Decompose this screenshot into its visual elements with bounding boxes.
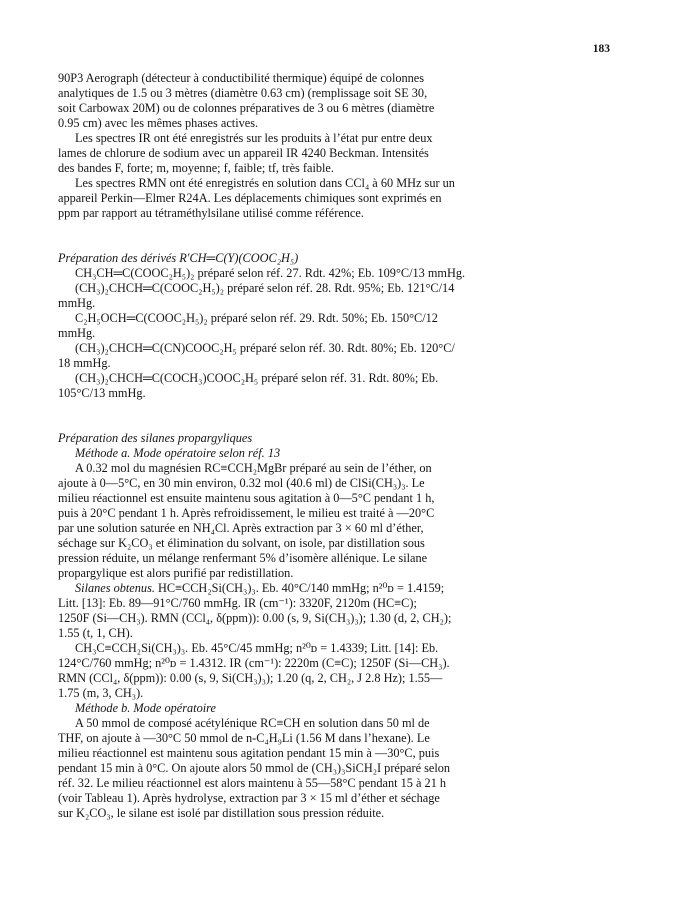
text-line: réf. 32. Le milieu réactionnel est alors maintenu à 55—58°C pendant 15 à 21 h [58, 776, 447, 790]
text-line: pendant 15 min à 0°C. On ajoute alors 50 mmol de (CH₃)₃SiCH₂I préparé selon [58, 761, 451, 775]
text-line: (CH₃)₂CHCH═C(CN)COOC₂H₅ préparé selon réf. 30. Rdt. 80%; Eb. 120°C/ [75, 341, 455, 355]
text-line: (CH₃)₂CHCH═C(COCH₃)COOC₂H₅ préparé selon réf. 31. Rdt. 80%; Eb. [75, 371, 439, 385]
text-line: RMN (CCl₄, δ(ppm)): 0.00 (s, 9, Si(CH₃)₃); 1.20 (q, 2, CH₂, J 2.8 Hz); 1.55— [58, 671, 443, 685]
silane-2-paragraph [58, 641, 618, 701]
text-line: ppm par rapport au tétraméthylsilane utilisé comme référence. [58, 206, 364, 220]
text-line: 1.55 (t, 1, CH). [58, 626, 133, 640]
text-line: pression réduite, un mélange renfermant 5% d’isomère allénique. Le silane [58, 551, 428, 565]
text-line: CH₃CH═C(COOC₂H₅)₂ préparé selon réf. 27. Rdt. 42%; Eb. 109°C/13 mmHg. [75, 266, 466, 280]
derives-section [58, 251, 618, 401]
silanes-obtenus-label: Silanes obtenus. [75, 581, 155, 595]
text-line: C₂H₅OCH═C(COOC₂H₅)₂ préparé selon réf. 29. Rdt. 50%; Eb. 150°C/12 [75, 311, 438, 325]
derive-entry [58, 281, 618, 311]
derive-entry [58, 266, 618, 281]
text-line: soit Carbowax 20M) ou de colonnes préparatives de 3 ou 6 mètres (diamètre [58, 101, 435, 115]
text-line: lames de chlorure de sodium avec un appareil IR 4240 Beckman. Intensités [58, 146, 429, 160]
method-b-title: Méthode b. Mode opératoire [75, 701, 216, 715]
method-a-title: Méthode a. Mode opératoire selon réf. 13 [75, 446, 281, 460]
text-line: mmHg. [58, 296, 96, 310]
derive-entry [58, 371, 618, 401]
silanes-section [58, 431, 618, 821]
text-line: milieu réactionnel est ensuite maintenu sous agitation à 0—5°C pendant 1 h, [58, 491, 435, 505]
text-line: A 0.32 mol du magnésien RC≡CCH₂MgBr préparé au sein de l’éther, on [75, 461, 432, 475]
text-line: par une solution saturée en NH₄Cl. Après extraction par 3 × 60 ml d’éther, [58, 521, 424, 535]
text-line: 90P3 Aerograph (détecteur à conductibilité thermique) équipé de colonnes [58, 71, 425, 85]
aerograph-paragraph [58, 71, 618, 131]
text-line: analytiques de 1.5 ou 3 mètres (diamètre 0.63 cm) (remplissage soit SE 30, [58, 86, 428, 100]
text-line: A 50 mmol de composé acétylénique RC≡CH en solution dans 50 ml de [75, 716, 430, 730]
text-line: ajoute à 0—5°C, en 30 min environ, 0.32 mol (40.6 ml) de ClSi(CH₃)₃. Le [58, 476, 425, 490]
text-line: séchage sur K₂CO₃ et élimination du solvant, on isole, par distillation sous [58, 536, 425, 550]
section-heading: Préparation des silanes propargyliques [58, 431, 253, 445]
method-a-paragraph [58, 461, 618, 581]
text-line: 124°C/760 mmHg; n²⁰ᴅ = 1.4312. IR (cm⁻¹): 2220m (C≡C); 1250F (Si—CH₃). [58, 656, 450, 670]
text-line: milieu réactionnel est maintenu sous agitation pendant 15 min à —30°C, puis [58, 746, 440, 760]
rmn-paragraph [58, 176, 618, 221]
ir-paragraph [58, 131, 618, 176]
text-line: des bandes F, forte; m, moyenne; f, faible; tf, très faible. [58, 161, 334, 175]
text-line: 1250F (Si—CH₃). RMN (CCl₄, δ(ppm)): 0.00 (s, 9, Si(CH₃)₃); 1.30 (d, 2, CH₂); [58, 611, 452, 625]
section-heading: Préparation des dérivés R′CH═C(Y)(COOC₂H₅) [58, 251, 299, 265]
silane-1-first-line: HC≡CCH₂Si(CH₃)₃. Eb. 40°C/140 mmHg; n²⁰ᴅ = 1.4159; [154, 581, 445, 595]
text-line: appareil Perkin—Elmer R24A. Les déplacements chimiques sont exprimés en [58, 191, 442, 205]
text-line: sur K₂CO₃, le silane est isolé par distillation sous pression réduite. [58, 806, 385, 820]
text-line: propargylique est alors purifié par redistillation. [58, 566, 294, 580]
page-body [58, 71, 618, 821]
text-line [58, 581, 618, 596]
text-line: Les spectres RMN ont été enregistrés en solution dans CCl₄ à 60 MHz sur un [75, 176, 455, 190]
text-line: 0.95 cm) avec les mêmes phases actives. [58, 116, 259, 130]
method-b-paragraph [58, 716, 618, 821]
derive-entry [58, 341, 618, 371]
text-line: THF, on ajoute à —30°C 50 mmol de n-C₄H₉Li (1.56 M dans l’hexane). Le [58, 731, 430, 745]
text-line: 1.75 (m, 3, CH₃). [58, 686, 144, 700]
text-line: CH₃C≡CCH₂Si(CH₃)₃. Eb. 45°C/45 mmHg; n²⁰ᴅ = 1.4339; Litt. [14]: Eb. [75, 641, 439, 655]
page-number: 183 [592, 43, 610, 55]
derive-entry [58, 311, 618, 341]
silane-1-paragraph [58, 581, 618, 641]
text-line: Litt. [13]: Eb. 89—91°C/760 mmHg. IR (cm⁻¹): 3320F, 2120m (HC≡C); [58, 596, 417, 610]
text-line: (CH₃)₂CHCH═C(COOC₂H₅)₂ préparé selon réf. 28. Rdt. 95%; Eb. 121°C/14 [75, 281, 455, 295]
text-line: mmHg. [58, 326, 96, 340]
text-line: 18 mmHg. [58, 356, 111, 370]
text-line: puis à 20°C pendant 1 h. Après refroidissement, le milieu est traité à —20°C [58, 506, 435, 520]
text-line: Les spectres IR ont été enregistrés sur les produits à l’état pur entre deux [75, 131, 433, 145]
text-line: 105°C/13 mmHg. [58, 386, 146, 400]
text-line: (voir Tableau 1). Après hydrolyse, extraction par 3 × 15 ml d’éther et séchage [58, 791, 440, 805]
